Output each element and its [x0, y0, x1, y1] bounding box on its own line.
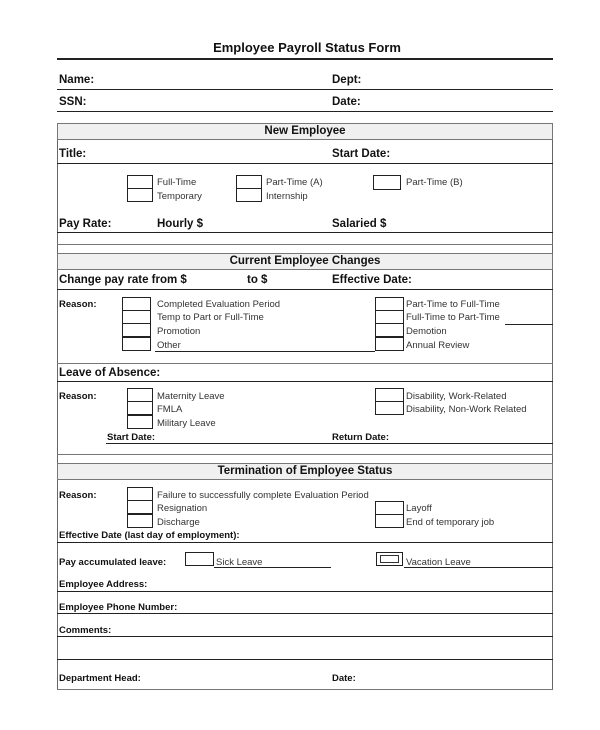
- leave-start-date-label: Start Date:: [107, 432, 156, 443]
- other-line[interactable]: [155, 351, 375, 352]
- annual-review-checkbox[interactable]: [375, 337, 404, 351]
- effective-date-line[interactable]: [57, 542, 553, 543]
- military-checkbox[interactable]: [127, 415, 153, 429]
- layoff-checkbox[interactable]: [375, 501, 404, 515]
- vacation-leave-option: Vacation Leave: [406, 557, 471, 568]
- annual-review-option: Annual Review: [406, 340, 470, 351]
- temporary-checkbox[interactable]: [127, 188, 153, 202]
- pt-to-ft-checkbox[interactable]: [375, 297, 404, 311]
- ssn-date-line[interactable]: [57, 111, 553, 112]
- pt-to-ft-option: Part-Time to Full-Time: [406, 299, 500, 310]
- name-dept-line[interactable]: [57, 89, 553, 90]
- pay-rate-line[interactable]: [57, 232, 553, 233]
- leave-dates-line[interactable]: [106, 443, 553, 444]
- ft-to-pt-option: Full-Time to Part-Time: [406, 312, 500, 323]
- layoff-option: Layoff: [406, 503, 432, 514]
- effective-date-label: Effective Date:: [332, 274, 412, 286]
- full-time-checkbox[interactable]: [127, 175, 153, 189]
- disability-work-option: Disability, Work-Related: [406, 391, 507, 402]
- sick-leave-line[interactable]: [214, 567, 331, 568]
- address-label: Employee Address:: [59, 579, 148, 590]
- completed-eval-checkbox[interactable]: [122, 297, 151, 311]
- new-employee-bottom: [57, 244, 553, 245]
- title-label: Title:: [59, 148, 87, 160]
- promotion-option: Promotion: [157, 326, 201, 337]
- address-line[interactable]: [57, 591, 553, 592]
- ft-to-pt-line[interactable]: [505, 324, 553, 325]
- change-pay-label: Change pay rate from $: [59, 274, 187, 286]
- failure-eval-option: Failure to successfully complete Evaluation Period: [157, 490, 369, 501]
- sick-leave-option: Sick Leave: [216, 557, 263, 568]
- fmla-checkbox[interactable]: [127, 401, 153, 415]
- leave-return-date-label: Return Date:: [332, 432, 390, 443]
- title-line[interactable]: [57, 163, 553, 164]
- form-bottom[interactable]: [57, 689, 553, 690]
- other-checkbox[interactable]: [122, 337, 151, 351]
- pay-rate-label: Pay Rate:: [59, 218, 112, 230]
- phone-line[interactable]: [57, 613, 553, 614]
- comments-label: Comments:: [59, 625, 112, 636]
- part-time-b-option: Part-Time (B): [406, 177, 463, 188]
- termination-heading: Termination of Employee Status: [57, 463, 553, 480]
- vacation-leave-line[interactable]: [404, 567, 553, 568]
- military-option: Military Leave: [157, 418, 216, 429]
- hourly-label: Hourly $: [157, 218, 204, 230]
- sick-leave-checkbox[interactable]: [185, 552, 214, 566]
- maternity-checkbox[interactable]: [127, 388, 153, 402]
- fmla-option: FMLA: [157, 404, 183, 415]
- other-option: Other: [157, 340, 181, 351]
- part-time-a-option: Part-Time (A): [266, 177, 323, 188]
- disability-work-checkbox[interactable]: [375, 388, 404, 402]
- changes-bottom: [57, 363, 553, 364]
- ft-to-pt-checkbox[interactable]: [375, 310, 404, 324]
- leave-heading-line: [57, 381, 553, 382]
- completed-eval-option: Completed Evaluation Period: [157, 299, 281, 310]
- internship-checkbox[interactable]: [236, 188, 262, 202]
- demotion-option: Demotion: [406, 326, 447, 337]
- temp-to-part-option: Temp to Part or Full-Time: [157, 312, 264, 323]
- part-time-b-checkbox[interactable]: [373, 175, 401, 190]
- current-changes-heading: Current Employee Changes: [57, 253, 553, 270]
- salaried-label: Salaried $: [332, 218, 387, 230]
- dept-label: Dept:: [332, 74, 362, 86]
- resignation-checkbox[interactable]: [127, 500, 153, 514]
- dept-head-date-label: Date:: [332, 673, 356, 684]
- dept-head-label: Department Head:: [59, 673, 141, 684]
- promotion-checkbox[interactable]: [122, 323, 151, 337]
- comments-line-2[interactable]: [57, 659, 553, 660]
- temporary-option: Temporary: [157, 191, 202, 202]
- end-temp-job-checkbox[interactable]: [375, 514, 404, 528]
- full-time-option: Full-Time: [157, 177, 197, 188]
- end-temp-job-option: End of temporary job: [406, 517, 495, 528]
- part-time-a-checkbox[interactable]: [236, 175, 262, 189]
- discharge-checkbox[interactable]: [127, 514, 153, 528]
- form-title: Employee Payroll Status Form: [213, 40, 401, 55]
- demotion-checkbox[interactable]: [375, 323, 404, 337]
- comments-line-1[interactable]: [57, 636, 553, 637]
- resignation-option: Resignation: [157, 503, 208, 514]
- vacation-leave-checkbox[interactable]: [376, 552, 403, 566]
- start-date-label: Start Date:: [332, 148, 391, 160]
- internship-option: Internship: [266, 191, 308, 202]
- leave-heading: Leave of Absence:: [59, 367, 161, 379]
- leave-bottom: [57, 454, 553, 455]
- maternity-option: Maternity Leave: [157, 391, 225, 402]
- failure-eval-checkbox[interactable]: [127, 487, 153, 501]
- disability-nonwork-checkbox[interactable]: [375, 401, 404, 415]
- pay-leave-label: Pay accumulated leave:: [59, 557, 167, 568]
- termination-effective-date-label: Effective Date (last day of employment):: [59, 530, 240, 541]
- change-pay-line[interactable]: [57, 289, 553, 290]
- leave-reason-label: Reason:: [59, 391, 97, 402]
- change-reason-label: Reason:: [59, 299, 97, 310]
- ssn-label: SSN:: [59, 96, 87, 108]
- disability-nonwork-option: Disability, Non-Work Related: [406, 404, 527, 415]
- date-label: Date:: [332, 96, 361, 108]
- termination-reason-label: Reason:: [59, 490, 97, 501]
- temp-to-part-checkbox[interactable]: [122, 310, 151, 324]
- title-divider: [57, 58, 553, 60]
- discharge-option: Discharge: [157, 517, 200, 528]
- new-employee-heading: New Employee: [57, 123, 553, 140]
- phone-label: Employee Phone Number:: [59, 602, 178, 613]
- name-label: Name:: [59, 74, 95, 86]
- to-label: to $: [247, 274, 268, 286]
